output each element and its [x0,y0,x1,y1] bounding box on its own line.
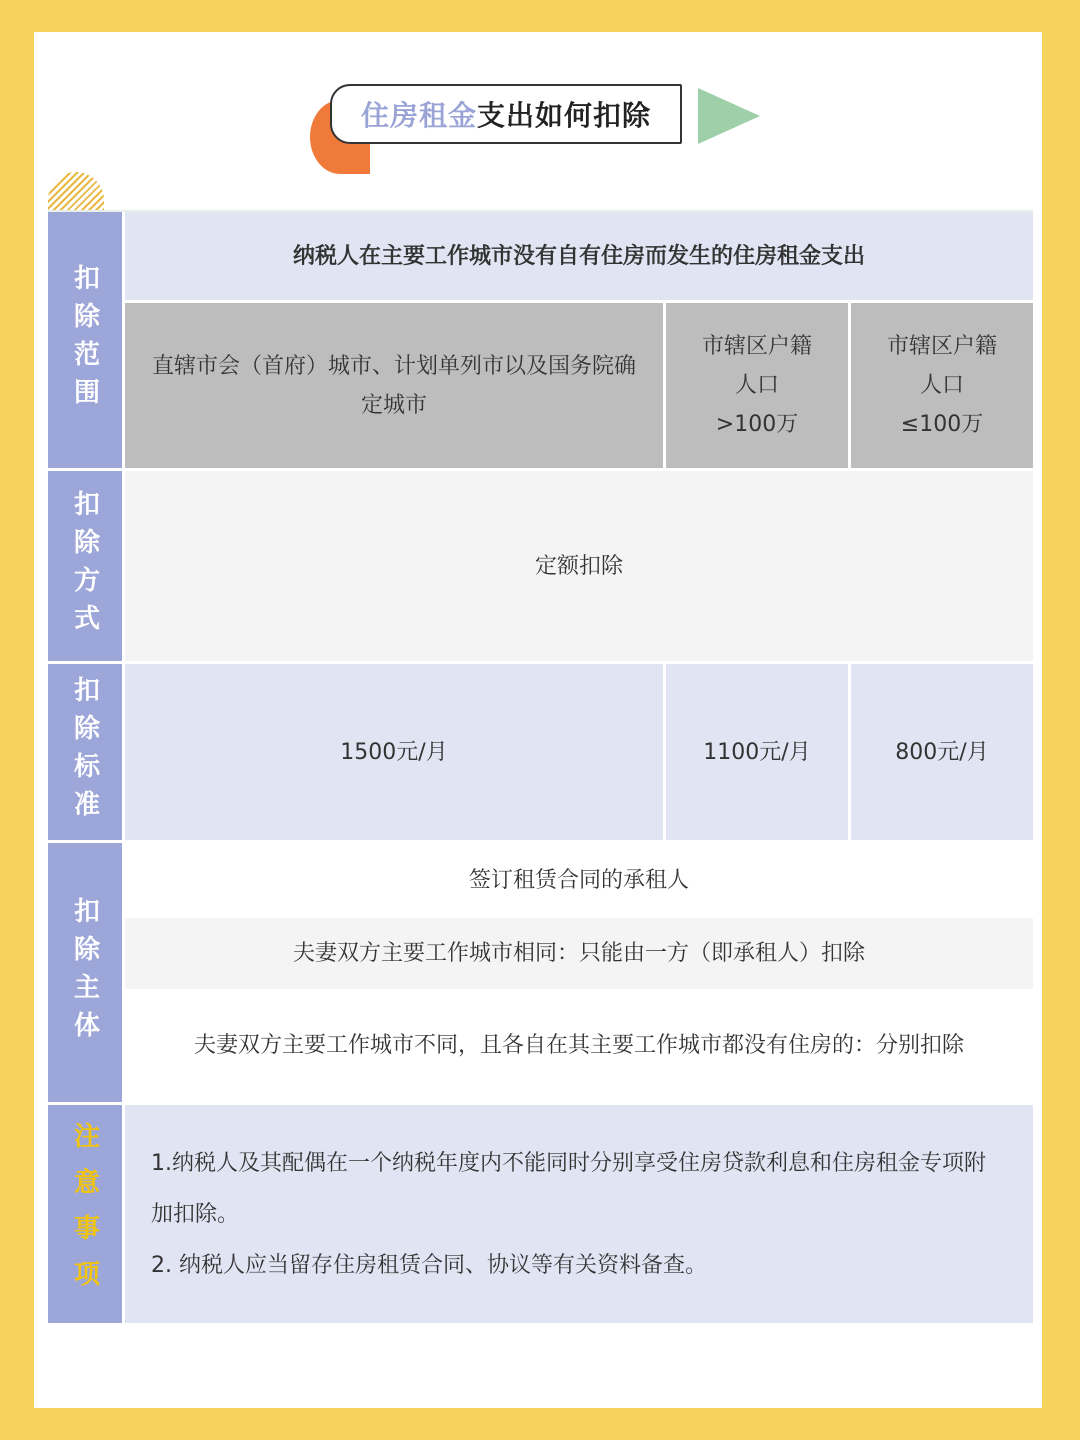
page-title [330,84,682,144]
deduction-table [48,212,1033,1323]
scope-col-large-line1: 市辖区户籍 [701,334,812,359]
row-subject [48,843,1033,1105]
row-scope [48,212,1033,471]
scope-col-small-line2: 人口 [919,373,964,398]
standard-value-3: 800元/月 [851,664,1033,840]
row-method [48,471,1033,664]
content-card [34,32,1042,1408]
striped-semicircle-decoration [48,172,104,210]
scope-col-large-line3: >100万 [715,412,799,437]
row-label-subject: 扣除主体 [48,843,122,1102]
row-label-standard: 扣除标准 [48,664,122,840]
row-notes [48,1105,1033,1323]
scope-header: 纳税人在主要工作城市没有自有住房而发生的住房租金支出 [125,212,1033,300]
scope-col-small [851,303,1033,468]
note-item-2: 2. 纳税人应当留存住房租赁合同、协议等有关资料备查。 [151,1252,707,1278]
subject-line-1: 签订租赁合同的承租人 [125,843,1033,918]
standard-value-2: 1100元/月 [666,664,848,840]
title-rest: 支出如何扣除 [477,99,652,132]
row-label-scope: 扣除范围 [48,212,122,468]
note-item-1: 1.纳税人及其配偶在一个纳税年度内不能同时分别享受住房贷款利息和住房租金专项附加扣除。 [151,1150,986,1227]
scope-col-cities: 直辖市会（首府）城市、计划单列市以及国务院确定城市 [125,303,663,468]
title-highlight: 住房租金 [360,99,477,132]
method-value: 定额扣除 [125,471,1033,661]
notes-list [125,1105,1033,1323]
scope-col-large-line2: 人口 [734,373,779,398]
subject-line-2: 夫妻双方主要工作城市相同：只能由一方（即承租人）扣除 [125,918,1033,989]
row-label-method: 扣除方式 [48,471,122,661]
row-label-notes: 注意事项 [48,1105,122,1323]
scope-col-small-line1: 市辖区户籍 [886,334,997,359]
scope-col-small-line3: ≤100万 [900,412,984,437]
title-banner [308,82,778,192]
scope-col-large [666,303,848,468]
standard-value-1: 1500元/月 [125,664,663,840]
subject-line-3: 夫妻双方主要工作城市不同，且各自在其主要工作城市都没有住房的：分别扣除 [125,989,1033,1102]
row-standard [48,664,1033,843]
green-arrow-decoration [698,88,760,144]
